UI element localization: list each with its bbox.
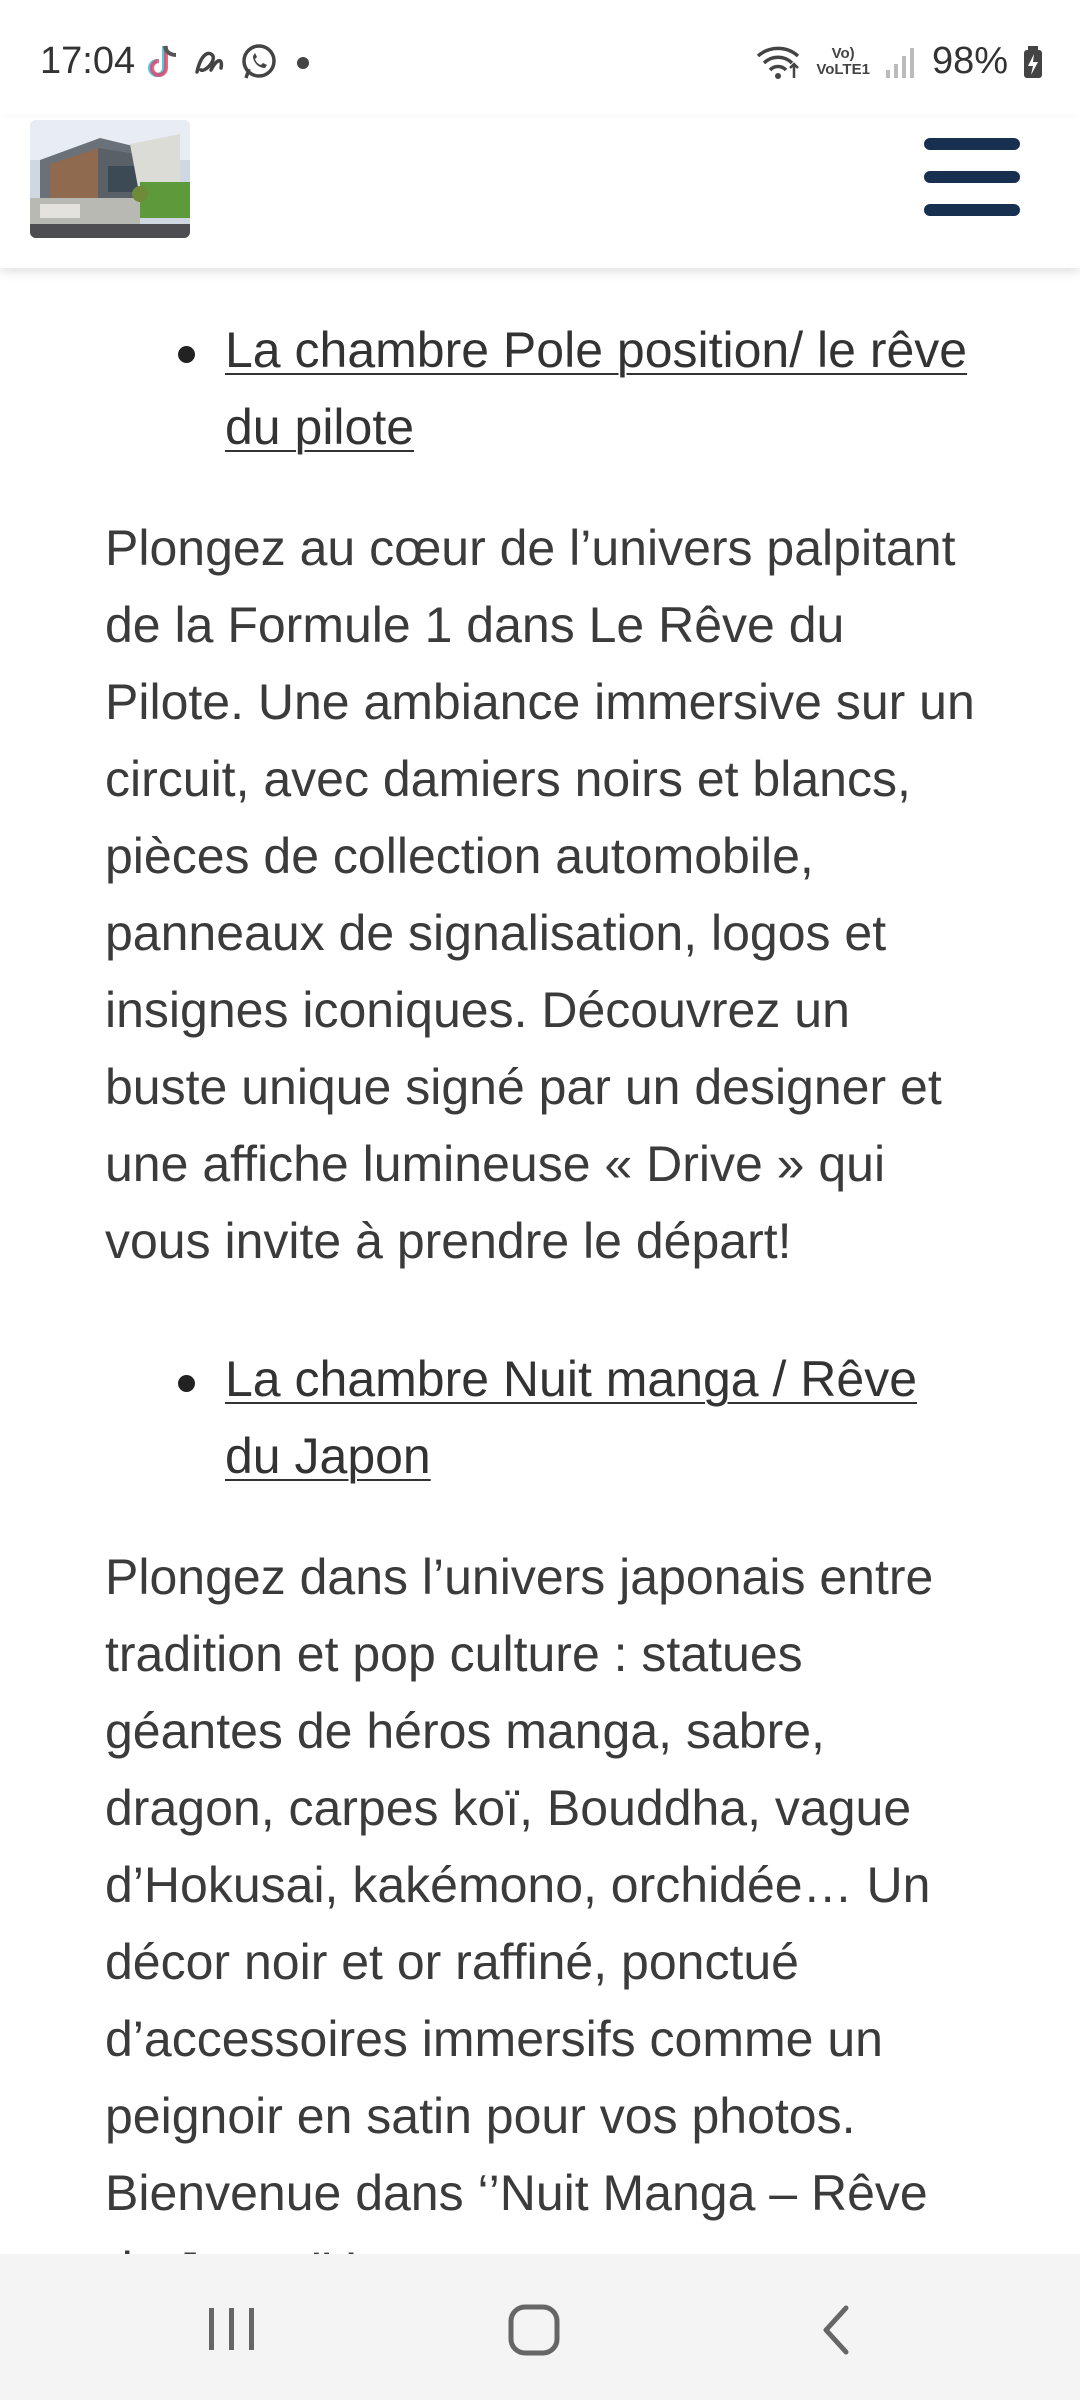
logo-image [30,120,190,238]
a-icon [193,42,227,82]
status-left [40,40,315,83]
back-icon[interactable] [818,2304,854,2356]
volte-indicator: Vo) VoLTE1 [816,44,870,78]
hamburger-menu-icon[interactable] [922,136,1022,218]
bullet-dot [178,1375,195,1392]
status-right [754,40,1044,83]
wifi-icon [754,42,802,82]
signal-icon [884,42,918,82]
status-bar [0,0,1080,118]
room1-description: Plongez au cœur de l’univers palpitant de la Formule 1 dans Le Rêve du Pilote. Une ambiance immersive sur un circuit, avec damiers noirs et blancs, pièces de collection automobile, panneaux de signalisation, logos et insignes iconiques. Découvrez un buste unique signé par un designer et une affiche lumineuse « Drive » qui vous invite à prendre le départ! [105,520,975,1269]
bullet-dot [178,346,195,363]
dot-icon [291,42,315,82]
list-item-room2 [182,1341,982,1495]
whatsapp-icon [239,42,279,82]
room2-description: Plongez dans l’univers japonais entre tradition et pop culture : statues géantes de héros manga, sabre, dragon, carpes koï, Bouddha, vague d’Hokusai, kakémono, orchidée… Un décor noir et or raffiné, ponctué d’accessoires immersifs comme un peignoir en satin pour vos photos. Bienvenue dans ‘’Nuit Manga – Rêve [105,1549,934,2221]
battery-charging-icon [1022,42,1044,82]
home-icon[interactable] [508,2304,560,2356]
room2-link[interactable]: La chambre Nuit manga / Rêve du Japon [225,1351,918,1484]
tiktok-icon [147,42,181,82]
list-item-room1 [182,312,982,466]
status-time: 17:04 [40,40,136,82]
battery-percent: 98% [931,40,1008,82]
site-logo[interactable] [30,120,190,238]
site-header [0,118,1080,268]
recents-icon[interactable] [205,2306,259,2352]
network-label: VoLTE1 [816,60,870,78]
system-nav-bar [0,2254,1080,2400]
room1-link[interactable]: La chambre Pole position/ le rêve du pilote [225,322,968,455]
